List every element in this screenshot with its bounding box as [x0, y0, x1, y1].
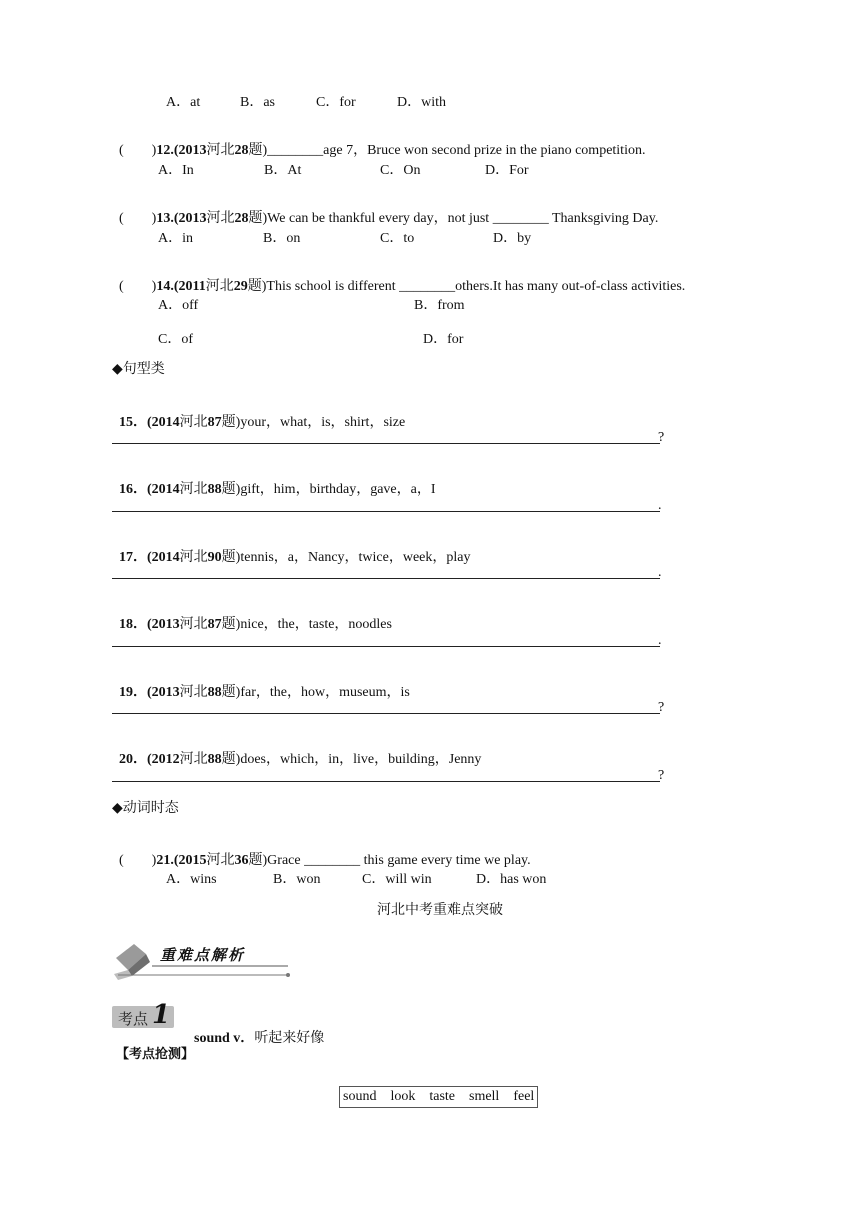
q21-option-d: D．has won	[476, 872, 547, 887]
source-region: 河北	[179, 617, 208, 632]
answer-line-18[interactable]	[112, 646, 660, 648]
source-number: 29	[233, 279, 248, 294]
q14-option-d: D．for	[423, 332, 464, 347]
question-18	[112, 598, 392, 634]
source-year: (2014	[147, 482, 180, 497]
source-number: 88	[207, 752, 222, 767]
question-16	[112, 463, 436, 499]
q12-option-a: A．In	[158, 163, 194, 178]
q13-option-c: C．to	[380, 231, 415, 246]
answer-paren: ( )	[119, 143, 157, 158]
source-number: 87	[207, 617, 222, 632]
question-20	[112, 733, 481, 769]
source-end: 题)	[247, 279, 267, 294]
source-year: (2013	[147, 617, 180, 632]
source-number: 28	[234, 211, 249, 226]
answer-line-15[interactable]	[112, 443, 660, 445]
question-21	[112, 834, 531, 870]
q14-option-b: B．from	[414, 298, 465, 313]
source-region: 河北	[206, 143, 235, 158]
q14-option-c: C．of	[158, 332, 193, 347]
source-end: 题)	[221, 482, 241, 497]
answer-paren: ( )	[119, 853, 157, 868]
source-region: 河北	[206, 853, 235, 868]
word-list: tennis，a，Nancy，twice，week，play	[240, 550, 471, 565]
source-region: 河北	[179, 752, 208, 767]
q12-option-d: D．For	[485, 163, 529, 178]
source-number: 87	[207, 415, 222, 430]
kaodian-term: sound v．	[194, 1031, 255, 1046]
source-end: 题)	[221, 617, 241, 632]
question-number: 13.(2013	[156, 211, 207, 226]
banner-title: 重难点解析	[160, 946, 246, 964]
source-end: 题)	[221, 752, 241, 767]
question-number: 20．	[119, 752, 147, 767]
source-region: 河北	[179, 415, 208, 430]
source-region: 河北	[205, 279, 234, 294]
question-17	[112, 531, 471, 567]
source-end: 题)	[248, 211, 268, 226]
question-number: 15．	[119, 415, 147, 430]
q11-option-a: A．at	[166, 95, 201, 110]
word-list: gift，him，birthday，gave，a，I	[240, 482, 436, 497]
section-sentence-patterns: ◆句型类	[112, 362, 165, 377]
question-19	[112, 666, 410, 702]
q11-option-b: B．as	[240, 95, 275, 110]
source-number: 90	[207, 550, 222, 565]
answer-paren: ( )	[119, 211, 157, 226]
end-punct-18: .	[658, 633, 662, 648]
source-region: 河北	[179, 482, 208, 497]
q21-option-b: B．won	[273, 872, 321, 887]
q11-option-c: C．for	[316, 95, 356, 110]
question-number: 12.(2013	[156, 143, 207, 158]
question-number: 16．	[119, 482, 147, 497]
question-15	[112, 396, 405, 432]
section-verb-tense: ◆动词时态	[112, 801, 179, 816]
q13-option-d: D．by	[493, 231, 532, 246]
source-region: 河北	[206, 211, 235, 226]
word-list: your，what，is，shirt，size	[240, 415, 406, 430]
source-year: (2013	[147, 685, 180, 700]
answer-paren: ( )	[119, 279, 157, 294]
word-list: does，which，in，live，building，Jenny	[240, 752, 482, 767]
source-end: 题)	[221, 550, 241, 565]
end-punct-15: ?	[658, 430, 665, 445]
q12-option-b: B．At	[264, 163, 302, 178]
source-region: 河北	[179, 550, 208, 565]
q21-option-c: C．will win	[362, 872, 432, 887]
source-end: 题)	[248, 853, 268, 868]
source-end: 题)	[248, 143, 268, 158]
answer-line-20[interactable]	[112, 781, 660, 783]
kaodian-label: 考点	[118, 1010, 149, 1028]
end-punct-20: ?	[658, 768, 665, 783]
word-bank-box: sound look taste smell feel	[339, 1086, 538, 1108]
question-text: Grace ________ this game every time we play.	[267, 853, 531, 868]
answer-line-17[interactable]	[112, 578, 660, 580]
answer-line-19[interactable]	[112, 713, 660, 715]
source-year: (2014	[147, 550, 180, 565]
q14-option-a: A．off	[158, 298, 199, 313]
question-number: 18．	[119, 617, 147, 632]
question-text: This school is different ________others.It has many out-of-class activities.	[266, 279, 686, 294]
source-year: (2014	[147, 415, 180, 430]
kaodian-number: 1	[152, 1000, 171, 1030]
question-text: ________age 7，Bruce won second prize in the piano competition.	[267, 143, 646, 158]
q21-option-a: A．wins	[166, 872, 217, 887]
q11-option-d: D．with	[397, 95, 446, 110]
source-number: 88	[207, 685, 222, 700]
question-number: 21.(2015	[156, 853, 207, 868]
kaodian-title	[187, 1012, 324, 1048]
key-points-banner	[112, 940, 292, 982]
source-number: 28	[234, 143, 249, 158]
source-year: (2012	[147, 752, 180, 767]
word-list: far，the，how，museum，is	[240, 685, 410, 700]
q12-option-c: C．On	[380, 163, 421, 178]
end-punct-19: ?	[658, 700, 665, 715]
end-punct-17: .	[658, 565, 662, 580]
question-14	[112, 260, 685, 296]
answer-line-16[interactable]	[112, 511, 660, 513]
q13-option-a: A．in	[158, 231, 193, 246]
question-12	[112, 124, 645, 160]
kaodian-meaning: 听起来好像	[254, 1031, 325, 1046]
question-text: We can be thankful every day，not just ________ Thanksgiving Day.	[267, 211, 659, 226]
kaodian-badge	[112, 1000, 174, 1030]
q13-option-b: B．on	[263, 231, 301, 246]
source-end: 题)	[221, 415, 241, 430]
question-number: 17．	[119, 550, 147, 565]
kaodian-test-heading: 【考点抢测】	[116, 1047, 195, 1062]
question-number: 14.(2011	[156, 279, 206, 294]
end-punct-16: .	[658, 498, 662, 513]
source-end: 题)	[221, 685, 241, 700]
question-13	[112, 192, 658, 228]
page-heading: 河北中考重难点突破	[377, 903, 503, 918]
source-number: 36	[234, 853, 249, 868]
word-list: nice，the，taste，noodles	[240, 617, 392, 632]
question-number: 19．	[119, 685, 147, 700]
source-region: 河北	[179, 685, 208, 700]
source-number: 88	[207, 482, 222, 497]
